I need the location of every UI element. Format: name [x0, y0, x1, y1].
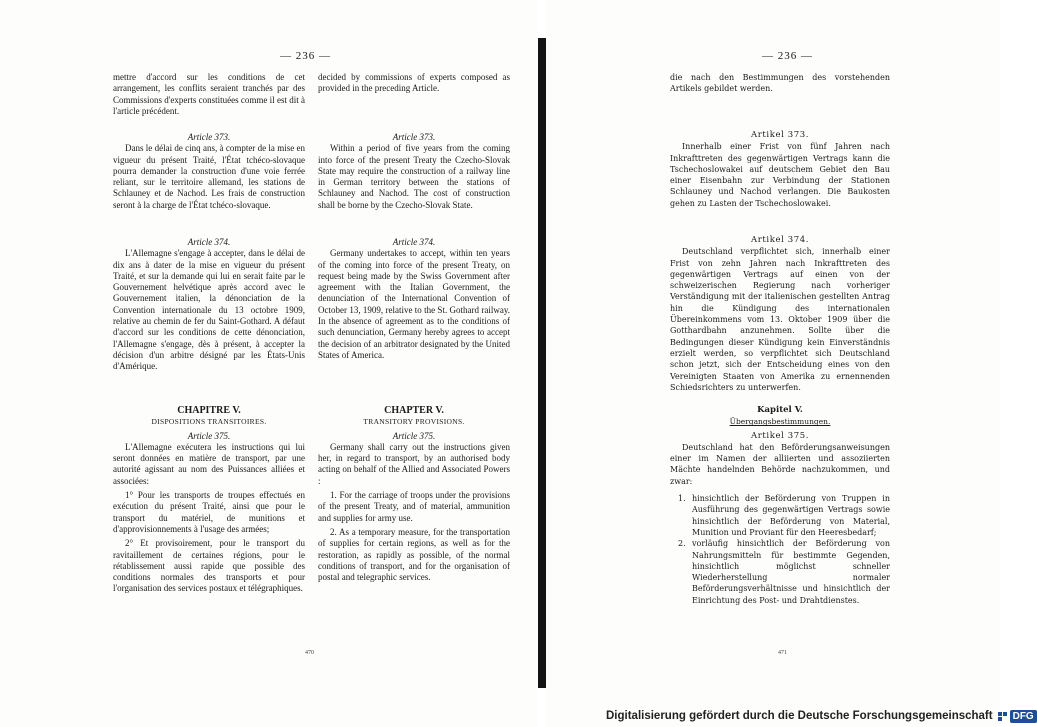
page-number-bottom-right: 471: [778, 650, 787, 656]
page-number-top-right: — 236 —: [762, 50, 813, 62]
article-text: L'Allemagne exécutera les instructions qui lui seront données en matière de transport, par une autorité agissant au nom des Puissances alliées et associées:: [113, 441, 305, 486]
point-text: vorläufig hinsichtlich der Beförderung von Nahrungsmitteln für bestimmte Gegenden, hinsichtlich möglichst schneller Wiederherstellung normaler Beförderungsverhältnisse und hinsichtlich der Einrichtung des Post- und Drahtdienstes.: [692, 539, 890, 605]
dfg-logo-text: DFG: [1010, 710, 1037, 723]
article-point-1: 1. For the carriage of troops under the provisions of the present Treaty, and of material, ammunition and supplies for army use.: [318, 490, 510, 523]
article-text: Germany undertakes to accept, within ten years of the coming into force of the present Treaty, on request being made by the Swiss Government after agreement with the Italian Government, the denunciation of the International Convention of October 13, 1909, relative to the St. Gothard railway. In the absence of agreement as to the conditions of such denunciation, Germany hereby agrees to accept the decision of an arbitrator designated by the United States of America.: [318, 248, 510, 360]
german-intro: die nach den Bestimmungen des vorstehenden Artikels gebildet werden.: [670, 73, 890, 94]
article-title: Article 375.: [392, 430, 436, 441]
article-title: Article 375.: [187, 430, 231, 441]
book-gutter: [538, 38, 546, 688]
article-text: Germany shall carry out the instructions given her, in regard to transport, by an authorised body acting on behalf of the Allied and Associated Powers :: [318, 441, 510, 486]
digitization-footer: [606, 708, 1037, 724]
article-title: Artikel 374.: [750, 235, 810, 245]
point-text: hinsichtlich der Beförderung von Truppen in Ausführung des gegenwärtigen Vertrags sowie hinsichtlich der Beförderung von Material, Munition und Proviant für den Heeresbedarf;: [692, 494, 890, 537]
article-point-2: [670, 538, 890, 606]
article-point-1: [670, 493, 890, 538]
german-chapter-5: [670, 405, 890, 606]
english-intro: decided by commissions of experts composed as provided in the preceding Article.: [318, 72, 510, 94]
chapter-subtitle: Übergangsbestimmungen.: [729, 417, 831, 427]
article-title: Article 374.: [392, 237, 436, 247]
article-text: L'Allemagne s'engage à accepter, dans le délai de dix ans à dater de la mise en vigueur du présent Traité, et sur la demande qui lui en serait faite par le Gouvernement helvétique après accord avec le Gouvernement italien, la dénonciation de la Convention internationale du 13 octobre 1909, relative au chemin de fer du Saint-Gothard. A défaut d'accord sur les conditions de cette dénonciation, l'Allemagne s'engage, dès à présent, à accepter la décision d'un arbitre désigné par les États-Unis d'Amérique.: [113, 248, 305, 372]
article-title: Artikel 375.: [750, 430, 810, 441]
point-number: 1.: [678, 494, 686, 504]
english-article-374: [318, 237, 510, 361]
article-text: Within a period of five years from the coming into force of the present Treaty the Czecho-Slovak State may require the construction of a railway line in German territory between the stations of Schlauney and Nachod. The cost of construction shall be borne by the Czecho-Slovak State.: [318, 143, 510, 210]
french-intro: mettre d'accord sur les conditions de cet arrangement, les conflits seraient tranchés par des Commissions d'experts constituées comme il est dit à l'article précédent.: [113, 72, 305, 116]
page-number-top-left: — 236 —: [280, 50, 331, 62]
article-title: Article 373.: [392, 132, 436, 142]
chapter-title: CHAPITRE V.: [177, 405, 241, 416]
german-article-373: [670, 130, 890, 209]
chapter-subtitle: TRANSITORY PROVISIONS.: [363, 417, 465, 427]
german-article-374: [670, 235, 890, 393]
article-text: Innerhalb einer Frist von fünf Jahren nach Inkrafttreten des gegenwärtigen Vertrags kann die Tschechoslowakei auf deutschem Gebiet den Bau einer Eisenbahn zur Verbindung der Stationen Schlauney und Nachod verlangen. Die Baukosten gehen zu Lasten der Tschechoslowakei.: [670, 142, 890, 208]
right-page: [546, 0, 1000, 727]
article-text: Deutschland hat den Beförderungsanweisungen einer im Namen der alliierten und assoziierten Mächte handelnden Behörde nachzukommen, und zwar:: [670, 442, 890, 486]
dfg-logo-mark-icon: [998, 712, 1007, 721]
article-title: Article 373.: [187, 132, 231, 142]
french-article-373: [113, 132, 305, 211]
article-title: Article 374.: [187, 237, 231, 247]
article-point-2: 2° Et provisoirement, pour le transport du ravitaillement de certaines régions, pour le rétablissement aussi rapide que possible des conditions normales des transports et pour l'organisation des services postaux et télégraphiques.: [113, 538, 305, 594]
chapter-title: Kapitel V.: [757, 405, 803, 415]
footer-credit-text: Digitalisierung gefördert durch die Deutsche Forschungsgemeinschaft: [606, 710, 993, 722]
dfg-logo: [998, 710, 1037, 723]
article-text: Dans le délai de cinq ans, à compter de la mise en vigueur du présent Traité, l'État tchéco-slovaque pourra demander la construction d'une voie ferrée reliant, sur le territoire allemand, les stations de Schlauney et de Nachod. Les frais de construction seront à la charge de l'État tchéco-slovaque.: [113, 143, 305, 210]
article-text: Deutschland verpflichtet sich, innerhalb einer Frist von zehn Jahren nach Inkrafttreten des gegenwärtigen Vertrags auf einen von der schweizerischen Regierung nach vorheriger Verständigung mit der italienischen gestellten Antrag hin die Kündigung des internationalen Übereinkommens vom 13. Oktober 1909 über die Gotthardbahn anzunehmen. Sollte über die Bedingungen dieser Kündigung kein Einverständnis erzielt werden, so verpflichtet sich Deutschland schon jetzt, sich der Entscheidung eines von den Vereinigten Staaten von Amerika zu ernennenden Schiedsrichters zu unterwerfen.: [670, 247, 890, 392]
article-point-1: 1° Pour les transports de troupes effectués en exécution du présent Traité, ainsi que pour le transport du matériel, de munitions et d'approvisionnements à l'usage des armées;: [113, 490, 305, 534]
english-chapter-5: [318, 405, 510, 583]
article-point-2: 2. As a temporary measure, for the transportation of supplies for certain regions, as well as for the restoration, as rapidly as possible, of the normal conditions of transport, and for the organisation of postal and telegraphic services.: [318, 526, 510, 583]
point-number: 2.: [678, 539, 686, 549]
page-number-bottom-left: 470: [305, 650, 314, 656]
chapter-title: CHAPTER V.: [384, 405, 444, 416]
french-article-374: [113, 237, 305, 373]
french-chapter-5: [113, 405, 305, 595]
english-article-373: [318, 132, 510, 211]
chapter-subtitle: DISPOSITIONS TRANSITOIRES.: [151, 417, 267, 427]
article-title: Artikel 373.: [750, 130, 810, 140]
